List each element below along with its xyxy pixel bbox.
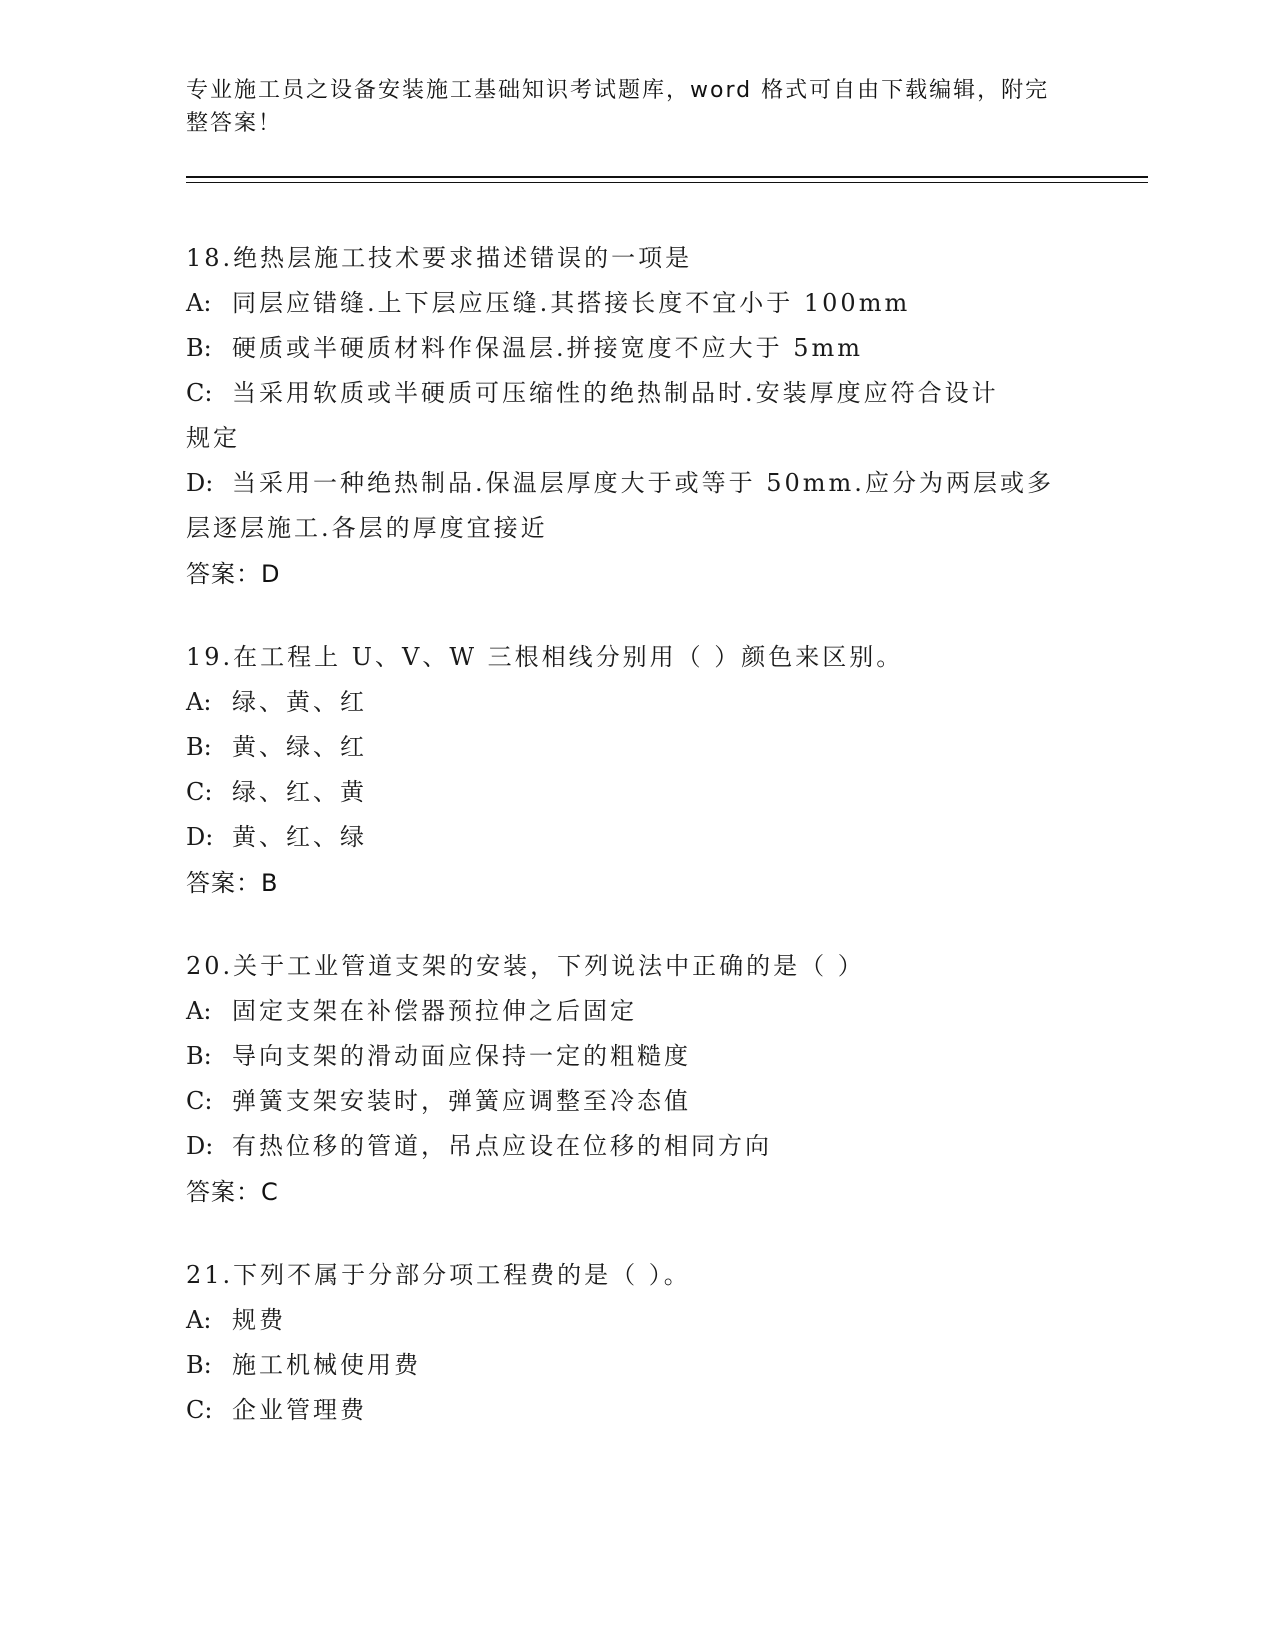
option-text: 绿、黄、红 xyxy=(232,688,367,716)
answer-key: 答案：D xyxy=(186,560,281,588)
option-text: 同层应错缝.上下层应压缝.其搭接长度不宜小于 100mm xyxy=(232,289,911,317)
option-letter: C: xyxy=(186,379,213,407)
answer-option xyxy=(186,1034,1086,1079)
answer-option xyxy=(186,461,1086,551)
option-text: 导向支架的滑动面应保持一定的粗糙度 xyxy=(232,1042,691,1070)
option-letter: A: xyxy=(186,1306,212,1334)
header-line-2: 整答案！ xyxy=(186,111,283,136)
option-text: 规费 xyxy=(232,1306,286,1334)
answer-option xyxy=(186,1124,1086,1169)
option-text: 固定支架在补偿器预拉伸之后固定 xyxy=(232,997,637,1025)
question-list xyxy=(186,236,1086,1471)
answer-option xyxy=(186,281,1086,326)
option-letter: B: xyxy=(186,1042,212,1070)
question-stem: 20.关于工业管道支架的安装，下列说法中正确的是（ ） xyxy=(186,952,865,980)
answer-option xyxy=(186,1343,1086,1388)
answer-option xyxy=(186,725,1086,770)
option-letter: B: xyxy=(186,334,212,362)
option-text: 当采用一种绝热制品.保温层厚度大于或等于 50mm.应分为两层或多 xyxy=(232,469,1054,497)
answer-option xyxy=(186,680,1086,725)
answer-option xyxy=(186,1079,1086,1124)
header-divider-thin xyxy=(186,182,1148,183)
question-block xyxy=(186,236,1086,597)
answer-option xyxy=(186,326,1086,371)
question-stem: 18.绝热层施工技术要求描述错误的一项是 xyxy=(186,244,693,272)
option-letter: A: xyxy=(186,688,212,716)
answer-option xyxy=(186,989,1086,1034)
option-letter: D: xyxy=(186,823,214,851)
option-text: 企业管理费 xyxy=(232,1396,367,1424)
option-text: 黄、红、绿 xyxy=(232,823,367,851)
question-block xyxy=(186,1253,1086,1433)
option-text: 层逐层施工.各层的厚度宜接近 xyxy=(186,514,548,542)
header-line-1: 专业施工员之设备安装施工基础知识考试题库，word 格式可自由下载编辑，附完 xyxy=(186,78,1050,103)
option-letter: C: xyxy=(186,778,213,806)
option-text: 弹簧支架安装时，弹簧应调整至冷态值 xyxy=(232,1087,691,1115)
option-text: 黄、绿、红 xyxy=(232,733,367,761)
option-letter: D: xyxy=(186,1132,214,1160)
option-text: 有热位移的管道，吊点应设在位移的相同方向 xyxy=(232,1132,772,1160)
question-stem: 21.下列不属于分部分项工程费的是（ ）。 xyxy=(186,1261,691,1289)
option-letter: C: xyxy=(186,1396,213,1424)
header-divider-thick xyxy=(186,176,1148,178)
question-stem: 19.在工程上 U、V、W 三根相线分别用（ ）颜色来区别。 xyxy=(186,643,904,671)
option-text: 施工机械使用费 xyxy=(232,1351,421,1379)
answer-option xyxy=(186,1298,1086,1343)
question-block xyxy=(186,635,1086,906)
answer-option xyxy=(186,371,1086,461)
question-block xyxy=(186,944,1086,1215)
option-text: 规定 xyxy=(186,424,240,452)
option-letter: D: xyxy=(186,469,214,497)
answer-key: 答案：B xyxy=(186,869,279,897)
option-letter: C: xyxy=(186,1087,213,1115)
option-letter: A: xyxy=(186,997,212,1025)
option-letter: B: xyxy=(186,733,212,761)
option-text: 硬质或半硬质材料作保温层.拼接宽度不应大于 5mm xyxy=(232,334,864,362)
answer-option xyxy=(186,770,1086,815)
option-text: 绿、红、黄 xyxy=(232,778,367,806)
answer-option xyxy=(186,815,1086,860)
answer-key: 答案：C xyxy=(186,1178,279,1206)
option-letter: B: xyxy=(186,1351,212,1379)
document-header xyxy=(186,74,1066,140)
answer-option xyxy=(186,1388,1086,1433)
option-text: 当采用软质或半硬质可压缩性的绝热制品时.安装厚度应符合设计 xyxy=(232,379,999,407)
option-letter: A: xyxy=(186,289,212,317)
